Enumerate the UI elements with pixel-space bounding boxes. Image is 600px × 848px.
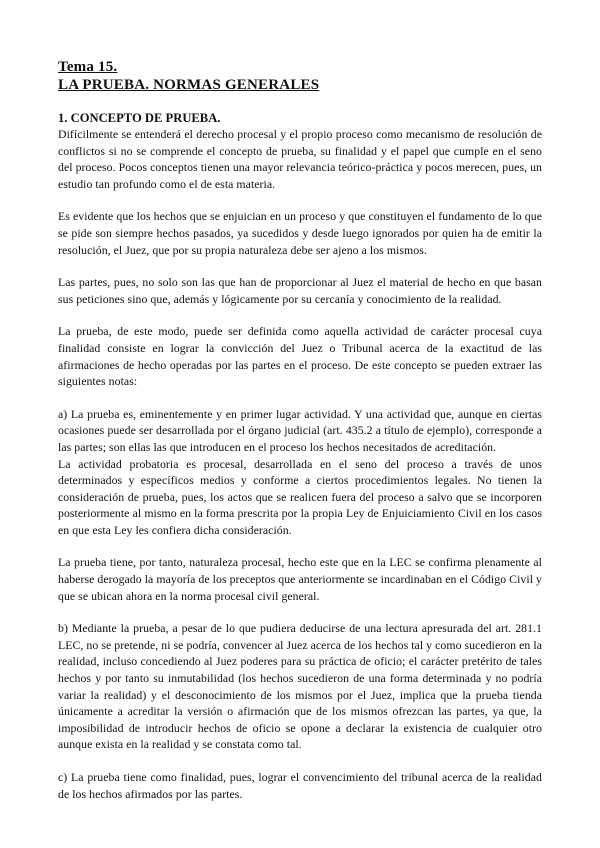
spacer [58,94,542,110]
paragraph-1: Difícilmente se entenderá el derecho procesal y el propio proceso como mecanismo de resolución de conflictos si no se comprende el concepto de prueba, su finalidad y el papel que cumple en el seno del proceso. Pocos conceptos tienen una mayor relevancia teórico-práctica y pocos merecen, pues, un estudio tan profundo como el de esta materia. [58,127,542,191]
paragraph-7: La prueba tiene, por tanto, naturaleza procesal, hecho este que en la LEC se confirma plenamente al haberse derogado la mayoría de los preceptos que anteriormente se incardinaban en el Código Civil y que se ubican ahora en la norma procesal civil general. [58,555,542,603]
paragraph-2: Es evidente que los hechos que se enjuician en un proceso y que constituyen el fundamento de lo que se pide son siempre hechos pasados, ya sucedidos y desde luego ignorados por quien ha de emitir la resolución, el Juez, que por su propia naturaleza debe ser ajeno a los mismos. [58,209,542,257]
spacer [58,390,542,406]
document-title: LA PRUEBA. NORMAS GENERALES [58,77,320,93]
spacer [58,307,542,323]
spacer [58,538,542,554]
section-heading: 1. CONCEPTO DE PRUEBA. [58,111,221,125]
paragraph-3: Las partes, pues, no solo son las que han de proporcionar al Juez el material de hecho en que basan sus peticiones sino que, además y lógicamente por su cercanía y conocimiento de la realidad. [58,275,542,306]
paragraph-5: a) La prueba es, eminentemente y en primer lugar actividad. Y una actividad que, aunque en ciertas ocasiones puede ser desarrollada por el órgano judicial (art. 435.2 a título de ejemplo), corresponde a las partes; son ellas las que introducen en el proceso los hechos necesitados de acreditación. [58,406,542,454]
document-body [58,58,542,802]
spacer [58,258,542,274]
spacer [58,753,542,769]
spacer [58,192,542,208]
spacer [58,604,542,620]
paragraph-9: c) La prueba tiene como finalidad, pues, lograr el convencimiento del tribunal acerca de la realidad de los hechos afirmados por las partes. [58,770,542,801]
paragraph-6: La actividad probatoria es procesal, desarrollada en el seno del proceso a través de unos determinados y específicos medios y conforme a ciertos procedimientos legales. No tienen la consideración de prueba, pues, los actos que se realicen fuera del proceso a salvo que se incorporen posteriormente al mismo en la forma prescrita por la propia Ley de Enjuiciamiento Civil en los casos en que esta Ley les confiera dicha consideración. [58,456,542,537]
paragraph-4: La prueba, de este modo, puede ser definida como aquella actividad de carácter procesal cuya finalidad consiste en lograr la convicción del Juez o Tribunal acerca de la exactitud de las afirmaciones de hecho operadas por las partes en el proceso. De este concepto se pueden extraer las siguientes notas: [58,324,542,389]
paragraph-8: b) Mediante la prueba, a pesar de lo que pudiera deducirse de una lectura apresurada del art. 281.1 LEC, no se pretende, ni se podría, convencer al Juez acerca de los hechos tal y como sucedieron en la realidad, incluso concediendo al Juez poderes para su práctica de oficio; el carácter pretérito de tales hechos y por tanto su inmutabilidad (los hechos sucedieron de una forma determinada y no podría variar la realidad) y el desconocimiento de los mismos por el Juez, implica que la prueba tienda únicamente a acreditar la versión o afirmación que de los mismos ofrezcan las partes, ya que, la imposibilidad de introducir hechos de oficio se opone a declarar la existencia de cualquier otro aunque exista en la realidad y se constata como tal. [58,621,542,752]
topic-number: Tema 15. [58,59,118,75]
